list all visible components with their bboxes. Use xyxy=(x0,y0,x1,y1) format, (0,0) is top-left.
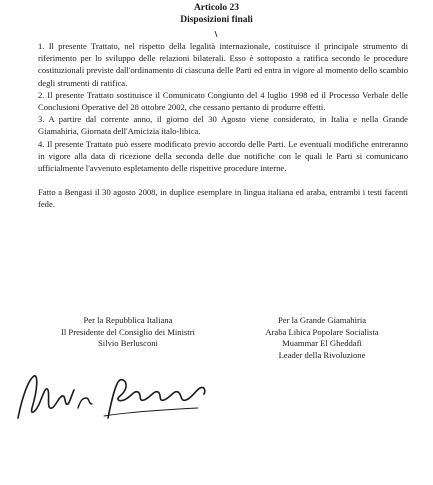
handwritten-signature xyxy=(8,368,218,428)
article-subtitle: Disposizioni finali xyxy=(180,15,253,25)
signatory-libya-line: Per la Grande Giamahiria xyxy=(277,315,367,325)
signatory-libya-line: Leader della Rivoluzione xyxy=(278,349,366,360)
signatory-libya-line: Araba Libica Popolare Socialista xyxy=(265,326,379,337)
signatory-italy-line: Per la Repubblica Italiana xyxy=(83,315,173,325)
paragraph-2: 2. Il presente Trattato sostituisce il Comunicato Congiunto del 4 luglio 1998 ed il Processo Verbale delle Conclusioni Operative del 28 ottobre 2002, che cessano pertanto di produrre effetti. xyxy=(38,89,408,113)
paragraph-4: 4. Il presente Trattato può essere modificato previo accordo delle Parti. Le eventuali modifiche entreranno in vigore alla data di ricezione della seconda delle due notifiche con le quali le Parti si comunicano ufficialmente l'avvenuto espletamento delle rispettive procedure interne. xyxy=(38,138,408,174)
article-body xyxy=(38,40,408,211)
signatory-libya-line: Muammar El Gheddafi xyxy=(282,338,362,349)
closing-statement: Fatto a Bengasi il 30 agosto 2008, in duplice esemplare in lingua italiana ed araba, entrambi i testi facenti fede. xyxy=(38,187,408,210)
signatory-libya xyxy=(232,315,412,361)
signatory-italy-line: Il Presidente del Consiglio dei Ministri xyxy=(61,326,195,337)
article-title: Articolo 23 xyxy=(193,3,240,13)
paragraph-1: 1. Il presente Trattato, nel rispetto della legalità internazionale, costituisce il principale strumento di riferimento per lo sviluppo delle relazioni bilaterali. Esso è sottoposto a ratifica secondo le procedure costituzionali previste dall'ordinamento di ciascuna delle Parti ed entra in vigore al momento dello scambio degli strumenti di ratifica. xyxy=(38,41,408,88)
signatory-italy xyxy=(38,315,218,350)
paragraph-3: 3. A partire dal corrente anno, il giorno del 30 Agosto viene considerato, in Italia e nella Grande Giamahiria, Giornata dell'Amicizia italo-libica. xyxy=(38,114,408,137)
pen-mark-icon xyxy=(214,30,218,39)
signatory-italy-line: Silvio Berlusconi xyxy=(98,338,158,349)
